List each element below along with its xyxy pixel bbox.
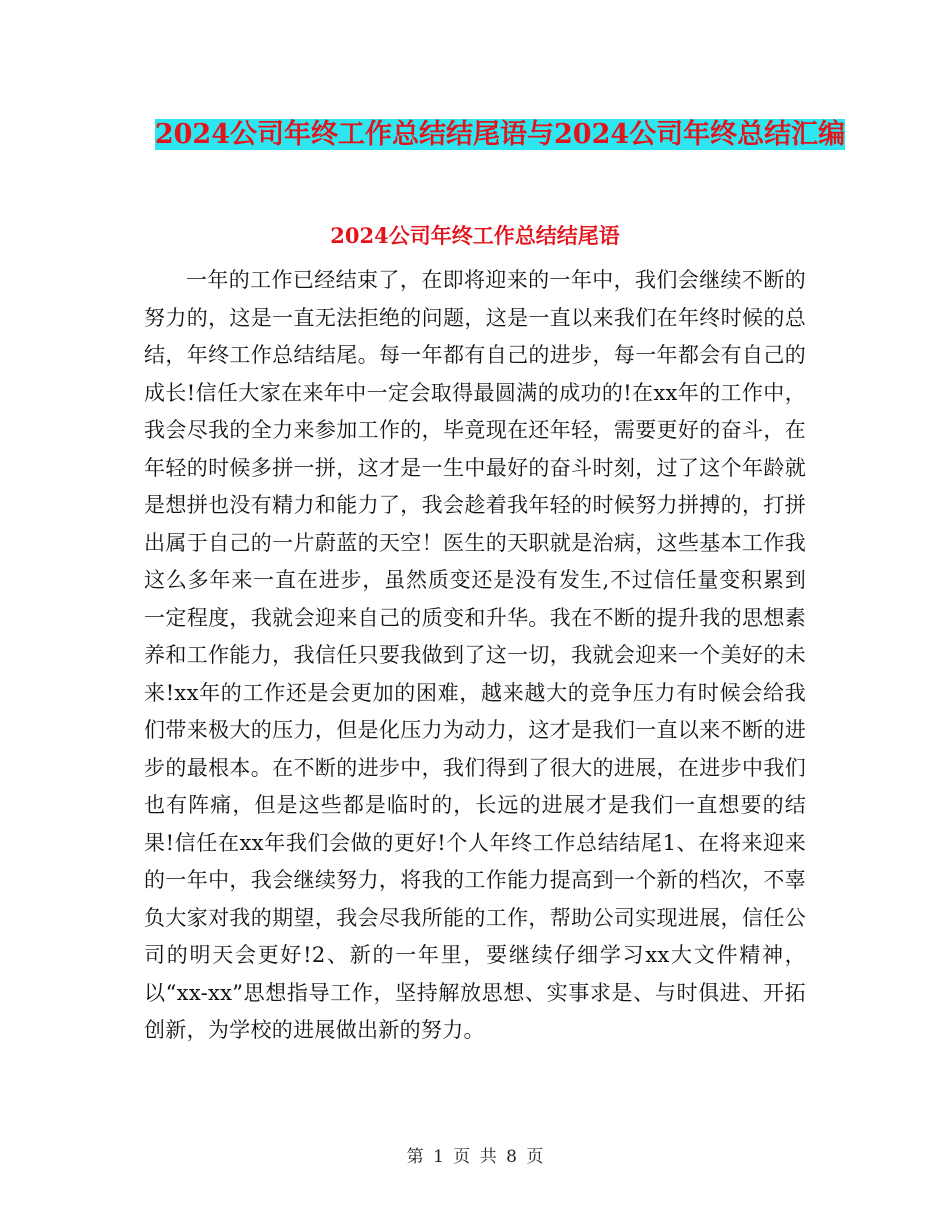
page-footer: 第 1 页 共 8 页 — [406, 1147, 544, 1167]
document-title-text: 2024公司年终工作总结结尾语与2024公司年终总结汇编 — [154, 119, 846, 150]
section-title: 2024公司年终工作总结结尾语 — [330, 223, 620, 248]
body-paragraph: 一年的工作已经结束了，在即将迎来的一年中，我们会继续不断的努力的，这是一直无法拒绝的问题，这是一直以来我们在年终时候的总结，年终工作总结结尾。每一年都有自己的进步，每一年都会有自己的成长!信任大家在来年中一定会取得最圆满的成功的!在xx年的工作中，我会尽我的全力来参加工作的，毕竟现在还年轻，需要更好的奋斗，在年轻的时候多拼一拼，这才是一生中最好的奋斗时刻，过了这个年龄就是想拼也没有精力和能力了，我会趁着我年轻的时候努力拼搏的，打拼出属于自己的一片蔚蓝的天空！医生的天职就是治病，这些基本工作我这么多年来一直在进步，虽然质变还是没有发生,不过信任量变积累到一定程度，我就会迎来自己的质变和升华。我在不断的提升我的思想素养和工作能力，我信任只要我做到了这一切，我就会迎来一个美好的未来!xx年的工作还是会更加的困难，越来越大的竞争压力有时候会给我们带来极大的压力，但是化压力为动力，这才是我们一直以来不断的进步的最根本。在不断的进步中，我们得到了很大的进展，在进步中我们也有阵痛，但是这些都是临时的，长远的进展才是我们一直想要的结果!信任在xx年我们会做的更好!个人年终工作总结结尾1、在将来迎来的一年中，我会继续努力，将我的工作能力提高到一个新的档次，不辜负大家对我的期望，我会尽我所能的工作，帮助公司实现进展，信任公司的明天会更好!2、新的一年里，要继续仔细学习xx大文件精神，以“xx-xx”思想指导工作，坚持解放思想、实事求是、与时俱进、开拓创新，为学校的进展做出新的努力。 — [144, 268, 806, 1042]
document-title — [144, 112, 856, 158]
